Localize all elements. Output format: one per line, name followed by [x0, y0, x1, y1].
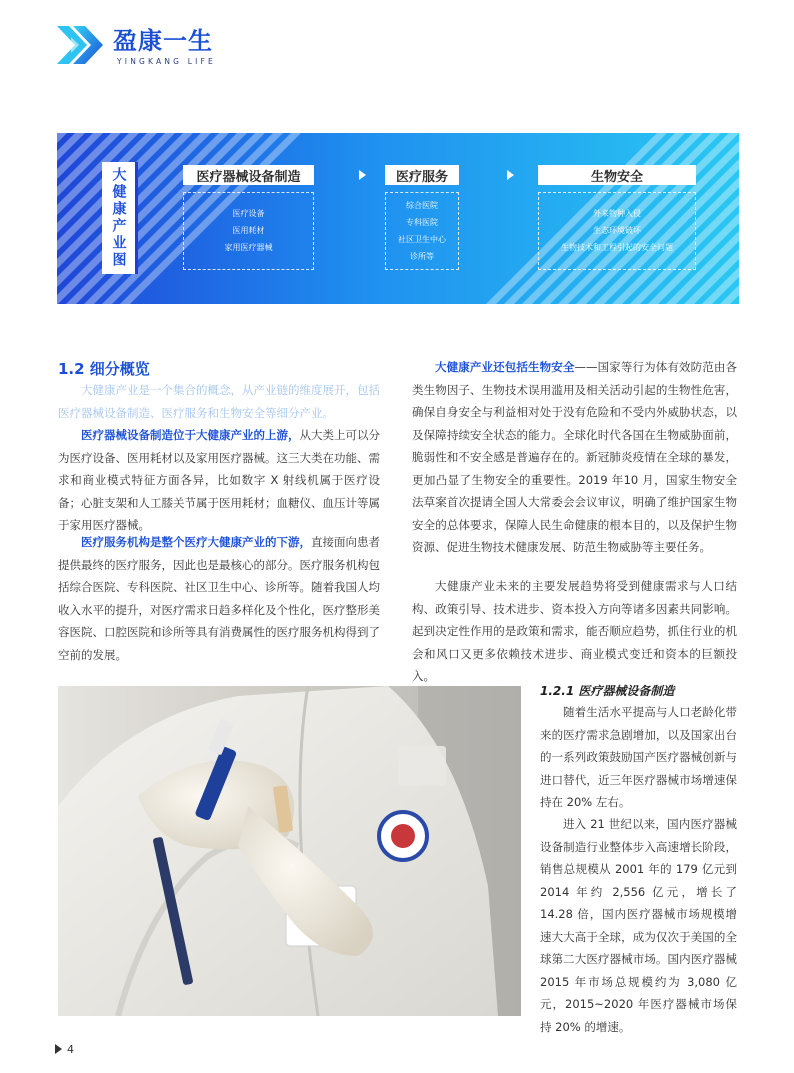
devices-text: 从大类上可以分为医疗设备、医用耗材以及家用医疗器械。这三大类在功能、需求和商业模式特征方面各异，比如数字 X 射线机属于医疗设备；心脏支架和人工膝关节属于医用耗材；血糖仪、血压计等属于家用医疗器械。: [58, 428, 380, 532]
brand-name: 盈康一生: [113, 27, 213, 55]
services-highlight: 医疗服务机构是整个医疗大健康产业的下游，: [81, 535, 311, 549]
brand-name-en: YINGKANG LIFE: [117, 57, 216, 66]
page-number-text: 4: [67, 1043, 74, 1056]
arrow-right-icon: [507, 170, 514, 180]
category-item: 综合医院: [406, 200, 438, 210]
category-item: 社区卫生中心: [398, 234, 446, 244]
category-head-services: [385, 165, 459, 185]
category-box-devices: [183, 192, 314, 270]
arrow-right-icon: [359, 170, 366, 180]
category-item: 医用耗材: [232, 226, 265, 235]
page-number: [55, 1043, 74, 1056]
category-item: 专科医院: [406, 217, 438, 227]
devices-growth-paragraph: 随着生活水平提高与人口老龄化带来的医疗需求急剧增加，以及国家出台的一系列政策鼓励国产医疗器械创新与进口替代，近三年医疗器械市场增速保持在 20% 左右。: [540, 705, 737, 809]
category-name: 医疗服务: [395, 169, 448, 185]
logo-x-icon: [57, 26, 105, 64]
devices-highlight: 医疗器械设备制造位于大健康产业的上游，: [81, 428, 300, 442]
category-box-biosecurity: [538, 192, 696, 270]
section-title: 1.2 细分概览: [58, 360, 150, 378]
banner-side-title: [102, 162, 138, 274]
intro-paragraph: 大健康产业是一个集合的概念，从产业链的维度展开，包括医疗器械设备制造、医疗服务和生物安全等细分产业。: [58, 383, 380, 420]
services-text: 直接面向患者提供最终的医疗服务，因此也是最核心的部分。医疗服务机构包括综合医院、专科医院、社区卫生中心、诊所等。随着我国人均收入水平的提升，对医疗需求日趋多样化及个性化，医疗整形美容医院、口腔医院和诊所等具有消费属性的医疗服务机构得到了空前的发展。: [58, 535, 380, 662]
category-box-services: [385, 192, 459, 270]
category-head-biosecurity: [538, 165, 696, 185]
category-head-devices: [183, 165, 314, 185]
category-item: 家用医疗器械: [224, 243, 273, 252]
brand-logo: [57, 26, 257, 70]
services-paragraph: [58, 531, 380, 666]
category-item: 生物技术和工程引起的安全问题: [561, 243, 673, 252]
category-item: 生态环境破坏: [593, 226, 641, 235]
subsection-title: 1.2.1 医疗器械设备制造: [540, 684, 675, 698]
devices-paragraph: [58, 424, 380, 537]
biosecurity-paragraph: [412, 356, 737, 559]
biosecurity-text: ——国家等行为体有效防范由各类生物因子、生物技术误用滥用及相关活动引起的生物性危害，确保自身安全与利益相对处于没有危险和不受内外威胁状态，以及保障持续安全状态的能力。全球化时代各国在生物威胁面前，脆弱性和不安全感是普遍存在的。新冠肺炎疫情在全球的暴发，更加凸显了生物安全的重要性。2019 年10 月，国家生物安全法草案首次提请全国人大常委会会议审议，明确了维护国家生物安全的总体要求，保障人民生命健康的根本目的，以及保护生物资源、促进生物技术健康发展、防范生物威胁等主要任务。: [412, 360, 737, 554]
category-name: 医疗器械设备制造: [196, 169, 301, 185]
category-item: 诊所等: [410, 251, 434, 261]
category-item: 外来物种入侵: [593, 209, 641, 218]
lab-photo-image: [58, 686, 521, 1016]
banner-title: 大健康产业图: [110, 167, 127, 269]
category-name: 生物安全: [590, 169, 643, 185]
lab-photo: [58, 686, 521, 1016]
devices-market-paragraph: 进入 21 世纪以来，国内医疗器械设备制造行业整体步入高速增长阶段，销售总规模从 2001 年的 179 亿元到2014 年约 2,556 亿元，增长了 14.28 倍，国内医疗器械市场规模增速大大高于全球，成为仅次于美国的全球第二大医疗器械市场。国内医疗器械 2015 年市场总规模约为 3,080 亿元，2015~2020 年医疗器械市场保持 20% 的增速。: [540, 817, 737, 1034]
trend-paragraph: 大健康产业未来的主要发展趋势将受到健康需求与人口结构、政策引导、技术进步、资本投入方向等诸多因素共同影响。起到决定性作用的是政策和需求，能否顺应趋势，抓住行业的机会和风口又更多依赖技术进步、商业模式变迁和资本的巨额投入。: [412, 579, 737, 683]
triangle-right-icon: [55, 1044, 62, 1054]
category-item: 医疗设备: [232, 209, 265, 218]
biosecurity-highlight: 大健康产业还包括生物安全: [435, 360, 575, 374]
